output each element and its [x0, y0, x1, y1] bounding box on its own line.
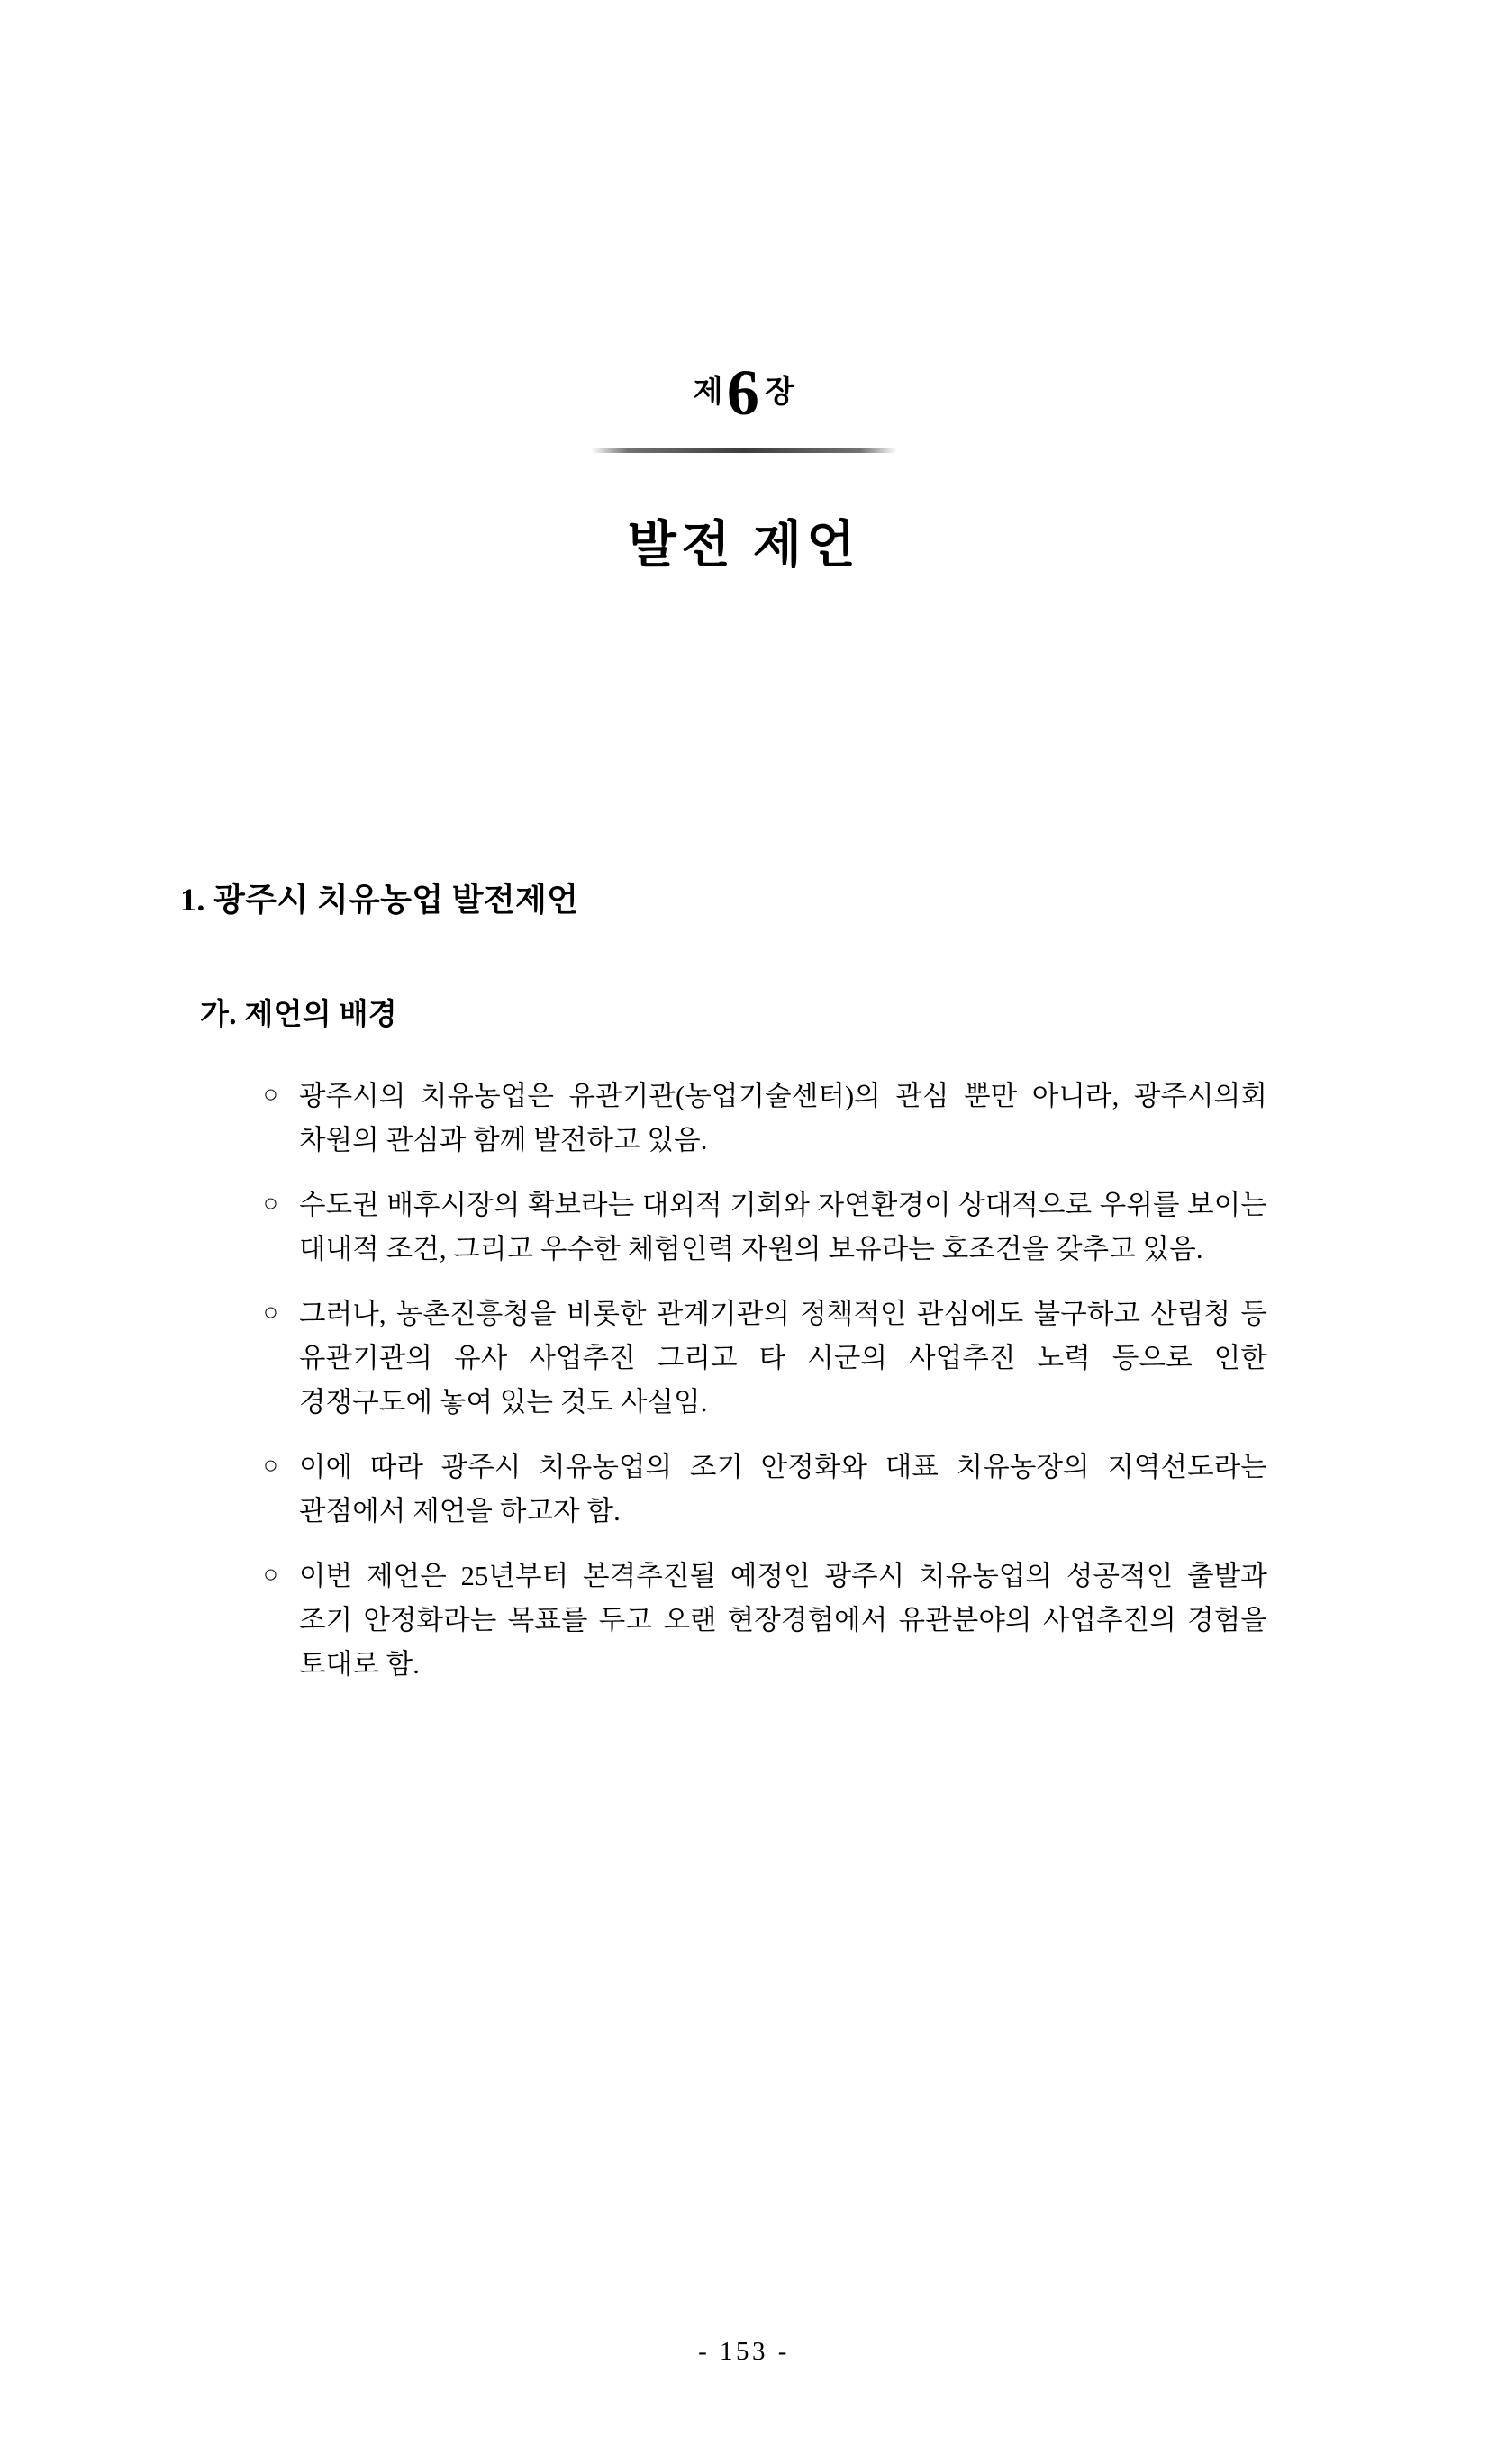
list-item-text: 광주시의 치유농업은 유관기관(농업기술센터)의 관심 뿐만 아니라, 광주시의회 차원의 관심과 함께 발전하고 있음. [299, 1081, 1267, 1156]
chapter-divider [591, 448, 897, 453]
circle-bullet-icon: ○ [263, 1081, 278, 1109]
list-item [263, 1554, 1308, 1688]
chapter-title: 발전 제언 [627, 518, 861, 574]
chapter-prefix: 제 [693, 376, 723, 409]
list-item-text: 이에 따라 광주시 치유농업의 조기 안정화와 대표 치유농장의 지역선도라는 관점에서 제언을 하고자 함. [299, 1451, 1267, 1527]
circle-bullet-icon: ○ [263, 1560, 278, 1589]
list-item [263, 1292, 1308, 1426]
list-item-text: 이번 제언은 25년부터 본격추진될 예정인 광주시 치유농업의 성공적인 출발과 조기 안정화라는 목표를 두고 오랜 현장경험에서 유관분야의 사업추진의 경험을 토대로 함. [299, 1560, 1267, 1680]
circle-bullet-icon: ○ [263, 1298, 278, 1327]
chapter-suffix: 장 [765, 376, 795, 409]
section-heading-1: 1. 광주시 치유농업 발전제언 [180, 882, 579, 918]
list-item [263, 1074, 1308, 1164]
chapter-number: 6 [726, 357, 760, 429]
chapter-heading-block [180, 357, 1308, 577]
page-number: - 153 - [698, 2337, 790, 2366]
bullet-list [180, 1074, 1308, 1688]
list-item [263, 1445, 1308, 1535]
document-page [0, 357, 1488, 2464]
circle-bullet-icon: ○ [263, 1189, 278, 1218]
circle-bullet-icon: ○ [263, 1451, 278, 1480]
list-item [263, 1183, 1308, 1273]
list-item-text: 수도권 배후시장의 확보라는 대외적 기회와 자연환경이 상대적으로 우위를 보이는 대내적 조건, 그리고 우수한 체험인력 자원의 보유라는 호조건을 갖추고 있음. [299, 1189, 1267, 1265]
subsection-heading-ga: 가. 제언의 배경 [200, 999, 397, 1031]
chapter-label [693, 357, 795, 429]
list-item-text: 그러나, 농촌진흥청을 비롯한 관계기관의 정책적인 관심에도 불구하고 산림청 등 유관기관의 유사 사업추진 그리고 타 시군의 사업추진 노력 등으로 인한 경쟁구도에 놓여 있는 것도 사실임. [299, 1298, 1267, 1418]
